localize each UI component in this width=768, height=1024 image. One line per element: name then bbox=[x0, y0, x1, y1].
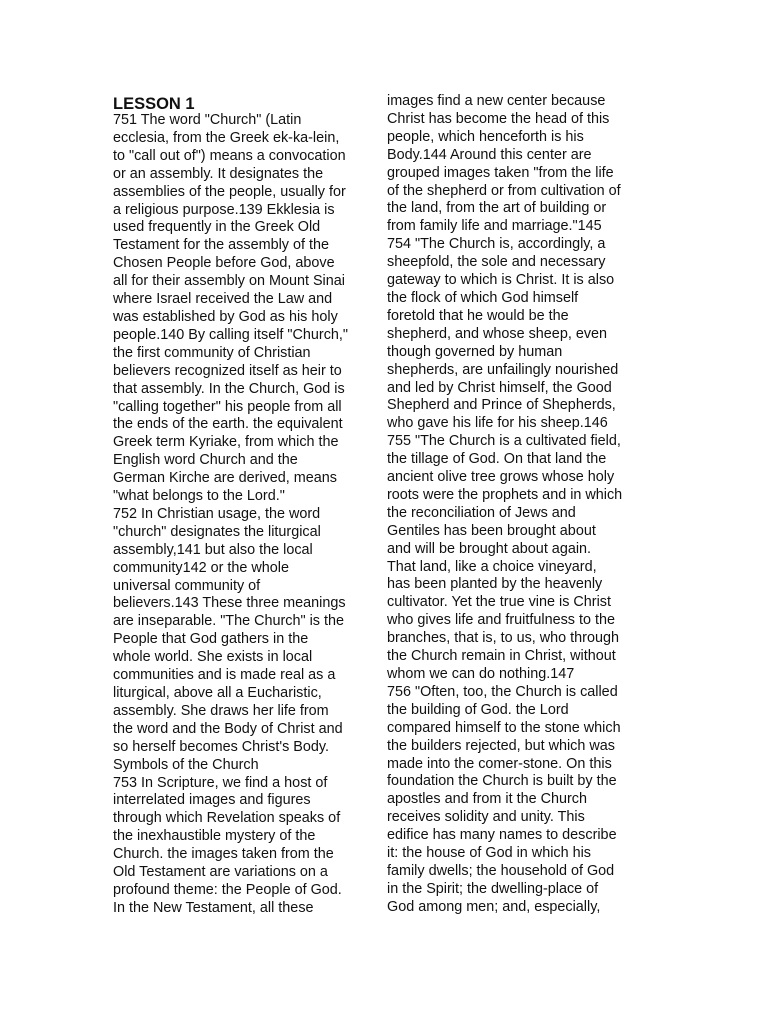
left-column-line: the word and the Body of Christ and bbox=[113, 720, 343, 737]
left-column-line: profound theme: the People of God. bbox=[113, 881, 342, 898]
left-column-line: "church" designates the liturgical bbox=[113, 523, 321, 540]
right-column-line: Shepherd and Prince of Shepherds, bbox=[387, 397, 616, 414]
left-column-line: whole world. She exists in local bbox=[113, 649, 313, 666]
left-column-line: or an assembly. It designates the bbox=[113, 165, 324, 182]
right-column-line: the tillage of God. On that land the bbox=[387, 451, 607, 468]
left-column-line: In the New Testament, all these bbox=[113, 899, 314, 916]
right-column-line: 755 "The Church is a cultivated field, bbox=[387, 433, 621, 450]
right-column-line: shepherd, and whose sheep, even bbox=[387, 325, 608, 342]
right-column-line: gateway to which is Christ. It is also bbox=[387, 272, 615, 289]
right-column-line: the land, from the art of building or bbox=[387, 200, 607, 217]
right-column-line: edifice has many names to describe bbox=[387, 827, 617, 844]
right-column-line: foundation the Church is built by the bbox=[387, 773, 617, 790]
left-column-line: Symbols of the Church bbox=[113, 756, 259, 773]
right-column-text bbox=[387, 93, 647, 917]
right-column-line: has been planted by the heavenly bbox=[387, 576, 603, 593]
left-column-line: 753 In Scripture, we find a host of bbox=[113, 774, 328, 791]
left-column-line: universal community of bbox=[113, 577, 261, 594]
left-column-line: assembly. She draws her life from bbox=[113, 702, 329, 719]
right-column-line: compared himself to the stone which bbox=[387, 719, 621, 736]
left-column-line: people.140 By calling itself "Church," bbox=[113, 326, 349, 343]
right-column-line: 754 "The Church is, accordingly, a bbox=[387, 236, 606, 253]
left-column-line: assemblies of the people, usually for bbox=[113, 183, 346, 200]
right-column-line: shepherds, are unfailingly nourished bbox=[387, 361, 619, 378]
right-column-line: the builders rejected, but which was bbox=[387, 737, 615, 754]
right-column-line: people, which henceforth is his bbox=[387, 128, 584, 145]
right-column-line: branches, that is, to us, who through bbox=[387, 630, 619, 647]
right-column-line: God among men; and, especially, bbox=[387, 898, 601, 915]
right-column-line: 756 "Often, too, the Church is called bbox=[387, 683, 618, 700]
right-column-line: though governed by human bbox=[387, 343, 563, 360]
left-column-line: so herself becomes Christ's Body. bbox=[113, 738, 330, 755]
right-column-line: and will be brought about again. bbox=[387, 540, 592, 557]
right-column-line: and led by Christ himself, the Good bbox=[387, 379, 612, 396]
left-column-line: that assembly. In the Church, God is bbox=[113, 380, 345, 397]
left-column-line: English word Church and the bbox=[113, 452, 298, 469]
right-column-line: Christ has become the head of this bbox=[387, 110, 610, 127]
left-column-line: Church. the images taken from the bbox=[113, 846, 334, 863]
right-column-line: in the Spirit; the dwelling-place of bbox=[387, 880, 599, 897]
right-column-line: That land, like a choice vineyard, bbox=[387, 558, 597, 575]
right-column-line: of the shepherd or from cultivation of bbox=[387, 182, 621, 199]
left-column-line: to "call out of") means a convocation bbox=[113, 147, 346, 164]
left-column-line: interrelated images and figures bbox=[113, 792, 311, 809]
right-column-line: Gentiles has been brought about bbox=[387, 522, 596, 539]
left-column-text bbox=[113, 112, 373, 918]
left-column-line: German Kirche are derived, means bbox=[113, 470, 337, 487]
left-column-line: the inexhaustible mystery of the bbox=[113, 828, 316, 845]
right-column-line: roots were the prophets and in which bbox=[387, 486, 623, 503]
left-column-line: believers recognized itself as heir to bbox=[113, 362, 342, 379]
left-column-line: 752 In Christian usage, the word bbox=[113, 505, 321, 522]
right-column-line: the reconciliation of Jews and bbox=[387, 504, 576, 521]
right-column-line: it: the house of God in which his bbox=[387, 845, 591, 862]
right-column-line: sheepfold, the sole and necessary bbox=[387, 254, 606, 271]
right-column-line: images find a new center because bbox=[387, 93, 606, 109]
left-column-line: believers.143 These three meanings bbox=[113, 595, 346, 612]
left-column-line: 751 The word "Church" (Latin bbox=[113, 112, 302, 128]
left-column-line: was established by God as his holy bbox=[113, 308, 338, 325]
right-column-line: Body.144 Around this center are bbox=[387, 146, 592, 163]
left-column-line: a religious purpose.139 Ekklesia is bbox=[113, 201, 335, 218]
left-column-line: assembly,141 but also the local bbox=[113, 541, 313, 558]
left-column-line: the ends of the earth. the equivalent bbox=[113, 416, 343, 433]
left-column bbox=[113, 93, 373, 918]
left-column-line: liturgical, above all a Eucharistic, bbox=[113, 685, 322, 701]
left-column-line: communities and is made real as a bbox=[113, 667, 336, 684]
left-column-line: all for their assembly on Mount Sinai bbox=[113, 273, 345, 290]
left-column-line: "calling together" his people from all bbox=[113, 398, 342, 415]
left-column-line: community142 or the whole bbox=[113, 559, 289, 576]
right-column-line: ancient olive tree grows whose holy bbox=[387, 469, 615, 486]
left-column-line: through which Revelation speaks of bbox=[113, 810, 341, 827]
right-column-line: the Church remain in Christ, without bbox=[387, 648, 616, 665]
right-column-line: the building of God. the Lord bbox=[387, 701, 569, 718]
left-column-line: "what belongs to the Lord." bbox=[113, 488, 285, 505]
right-column-line: cultivator. Yet the true vine is Christ bbox=[387, 594, 611, 611]
right-column-line: who gives life and fruitfulness to the bbox=[387, 612, 615, 629]
left-column-line: Chosen People before God, above bbox=[113, 255, 335, 272]
right-column-line: apostles and from it the Church bbox=[387, 791, 587, 808]
right-column-line: whom we can do nothing.147 bbox=[387, 666, 575, 682]
lesson-heading: LESSON 1 bbox=[113, 95, 195, 113]
right-column-line: from family life and marriage."145 bbox=[387, 218, 602, 235]
right-column-line: who gave his life for his sheep.146 bbox=[387, 415, 608, 432]
right-column bbox=[387, 93, 647, 917]
right-column-line: the flock of which God himself bbox=[387, 289, 579, 306]
left-column-line: People that God gathers in the bbox=[113, 631, 309, 648]
left-column-line: ecclesia, from the Greek ek-ka-lein, bbox=[113, 129, 340, 146]
left-column-line: are inseparable. "The Church" is the bbox=[113, 613, 344, 630]
left-column-line: Testament for the assembly of the bbox=[113, 237, 329, 254]
left-column-line: Old Testament are variations on a bbox=[113, 864, 328, 881]
left-column-line: used frequently in the Greek Old bbox=[113, 219, 321, 236]
right-column-line: foretold that he would be the bbox=[387, 307, 569, 324]
left-column-line: the first community of Christian bbox=[113, 344, 311, 361]
right-column-line: family dwells; the household of God bbox=[387, 862, 615, 879]
right-column-line: made into the comer-stone. On this bbox=[387, 755, 612, 772]
left-column-line: where Israel received the Law and bbox=[113, 291, 333, 308]
right-column-line: receives solidity and unity. This bbox=[387, 809, 585, 826]
left-column-line: Greek term Kyriake, from which the bbox=[113, 434, 339, 451]
right-column-line: grouped images taken "from the life bbox=[387, 164, 614, 181]
